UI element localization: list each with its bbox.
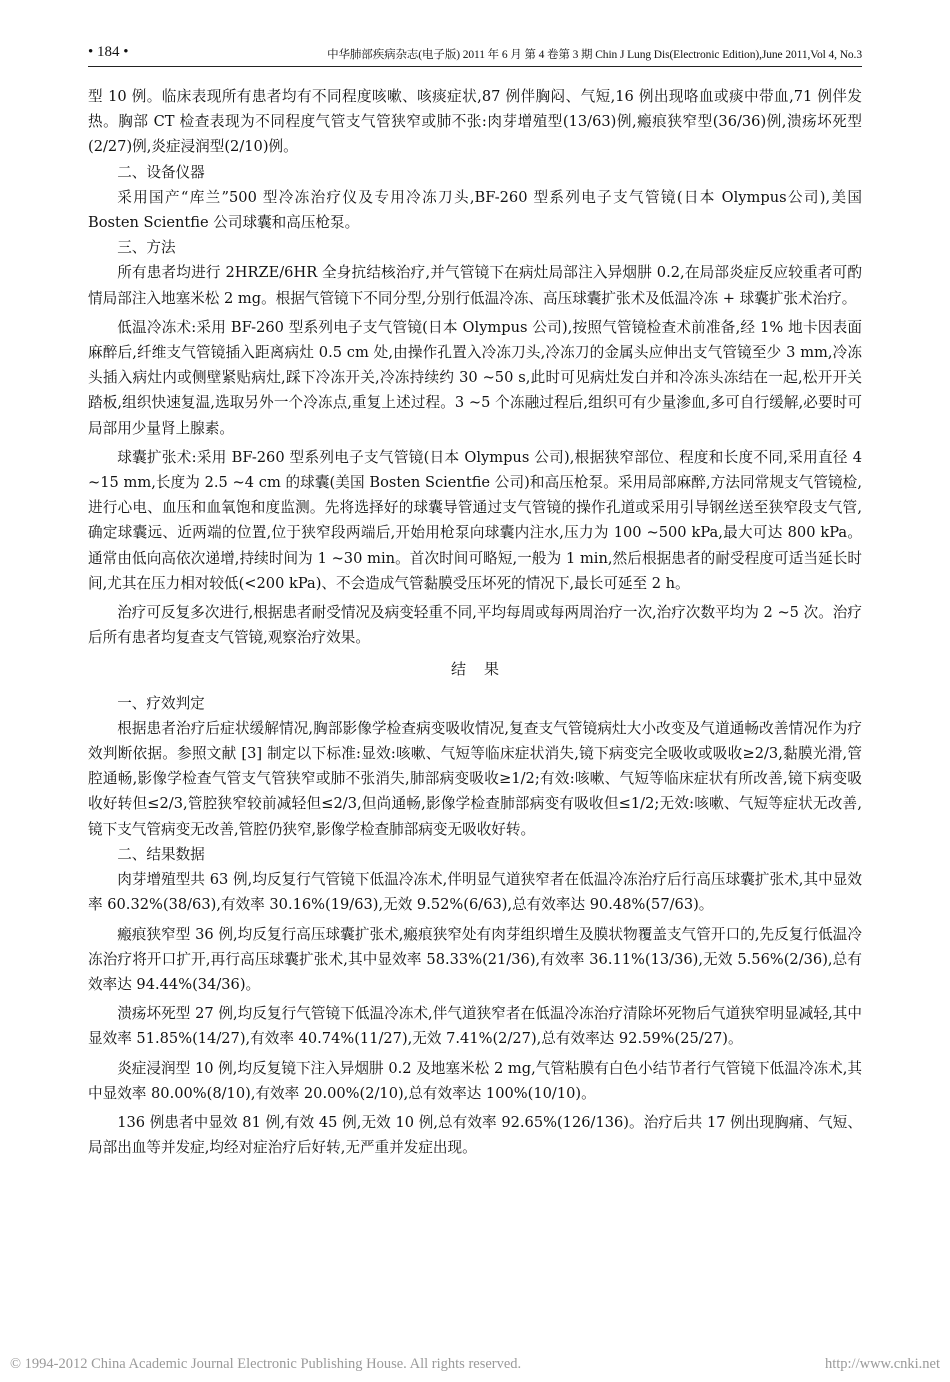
article-body bbox=[88, 84, 862, 1160]
result-granulation-paragraph: 肉芽增殖型共 63 例,均反复行气管镜下低温冷冻术,伴明显气道狭窄者在低温冷冻治疗后行高压球囊扩张术,其中显效率 60.32%(38/63),有效率 30.16%(19/63),无效 9.52%(6/63),总有效率达 90.48%(57/63)。 bbox=[88, 871, 862, 914]
efficacy-criteria-paragraph: 根据患者治疗后症状缓解情况,胸部影像学检查病变吸收情况,复查支气管镜病灶大小改变及气道通畅改善情况作为疗效判断依据。参照文献 [3] 制定以下标准:显效:咳嗽、气短等临床症状消失,镜下病变完全吸收或吸收≥2/3,黏膜光滑,管腔通畅,影像学检查气管支气管狭窄或肺不张消失,肺部病变吸收≥1/2;有效:咳嗽、气短等临床症状有所改善,镜下病变吸收好转但≤2/3,管腔狭窄较前减轻但≤2/3,但尚通畅,影像学检查肺部病变有吸收但≤1/2;无效:咳嗽、气短等症状无改善,镜下支气管病变无改善,管腔仍狭窄,影像学检查肺部病变无吸收好转。 bbox=[88, 719, 862, 838]
methods-paragraph-course: 治疗可反复多次进行,根据患者耐受情况及病变轻重不同,平均每周或每两周治疗一次,治疗次数平均为 2 ~5 次。治疗后所有患者均复查支气管镜,观察治疗效果。 bbox=[88, 604, 862, 647]
section-heading-equipment: 二、设备仪器 bbox=[117, 163, 205, 181]
section-heading-methods: 三、方法 bbox=[117, 239, 176, 257]
page-number: • 184 • bbox=[88, 44, 129, 60]
results-section-title: 结果 bbox=[450, 660, 517, 679]
section-heading-result-data: 二、结果数据 bbox=[117, 845, 205, 863]
methods-paragraph-balloon: 球囊扩张术:采用 BF-260 型系列电子支气管镜(日本 Olympus 公司),根据狭窄部位、程度和长度不同,采用直径 4 ~15 mm,长度为 2.5 ~4 cm 的球囊(美国 Bosten Scientfie 公司)和高压枪泵。采用局部麻醉,方法同常规支气管镜检,进行心电、血压和血氧饱和度监测。先将选择好的球囊导管通过支气管镜的操作孔道或采用引导钢丝送至狭窄段支气管,确定球囊远、近两端的位置,位于狭窄段两端后,开始用枪泵向球囊内注水,压力为 100 ~500 kPa,最大可达 800 kPa。通常由低向高依次递增,持续时间为 1 ~30 min。首次时间可略短,一般为 1 min,然后根据患者的耐受程度可适当延长时间,尤其在压力相对较低(<200 kPa)、不会造成气管黏膜受压坏死的情况下,最长可延至 2 h。 bbox=[88, 448, 862, 592]
copyright-notice: © 1994-2012 China Academic Journal Electronic Publishing House. All rights reserved. bbox=[10, 1356, 522, 1372]
journal-citation: 中华肺部疾病杂志(电子版) 2011 年 6 月 第 4 卷第 3 期 Chin J Lung Dis(Electronic Edition),June 2011,Vol 4, No.3 bbox=[327, 49, 862, 61]
methods-paragraph-cryotherapy: 低温冷冻术:采用 BF-260 型系列电子支气管镜(日本 Olympus 公司),按照气管镜检查术前准备,经 1% 地卡因表面麻醉后,纤维支气管镜插入距离病灶 0.5 cm 处,由操作孔置入冷冻刀头,冷冻刀的金属头应伸出支气管镜至少 3 mm,冷冻头插入病灶内或侧壁紧贴病灶,踩下冷冻开关,冷冻持续约 30 ~50 s,此时可见病灶发白并和冷冻头冻结在一起,松开开关踏板,组织快速复温,选取另外一个冷冻点,重复上述过程。3 ~5 个冻融过程后,组织可有少量渗血,多可自行缓解,必要时可局部用少量肾上腺素。 bbox=[88, 318, 862, 437]
section-heading-efficacy: 一、疗效判定 bbox=[117, 694, 205, 712]
result-ulcer-paragraph: 溃疡坏死型 27 例,均反复行气管镜下低温冷冻术,伴气道狭窄者在低温冷冻治疗清除坏死物后气道狭窄明显减轻,其中显效率 51.85%(14/27),有效率 40.74%(11/27),无效 7.41%(2/27),总有效率达 92.59%(25/27)。 bbox=[88, 1005, 862, 1048]
intro-paragraph: 型 10 例。临床表现所有患者均有不同程度咳嗽、咳痰症状,87 例伴胸闷、气短,16 例出现咯血或痰中带血,71 例伴发热。胸部 CT 检查表现为不同程度气管支气管狭窄或肺不张:肉芽增殖型(13/63)例,瘢痕狭窄型(36/36)例,溃疡坏死型(2/27)例,炎症浸润型(2/10)例。 bbox=[88, 88, 862, 156]
result-scar-paragraph: 瘢痕狭窄型 36 例,均反复行高压球囊扩张术,瘢痕狭窄处有肉芽组织增生及膜状物覆盖支气管开口的,先反复行低温冷冻治疗将开口扩开,再行高压球囊扩张术,其中显效率 58.33%(21/36),有效率 36.11%(13/36),无效 5.56%(2/36),总有效率达 94.44%(34/36)。 bbox=[88, 925, 862, 993]
page-footer bbox=[10, 1356, 940, 1373]
footer-link[interactable]: http://www.cnki.net bbox=[824, 1356, 940, 1372]
methods-paragraph-1: 所有患者均进行 2HRZE/6HR 全身抗结核治疗,并气管镜下在病灶局部注入异烟肼 0.2,在局部炎症反应较重者可酌情局部注入地塞米松 2 mg。根据气管镜下不同分型,分别行低温冷冻、高压球囊扩张术及低温冷冻 + 球囊扩张术治疗。 bbox=[88, 264, 862, 307]
result-summary-paragraph: 136 例患者中显效 81 例,有效 45 例,无效 10 例,总有效率 92.65%(126/136)。治疗后共 17 例出现胸痛、气短、局部出血等并发症,均经对症治疗后好转,无严重并发症出现。 bbox=[88, 1113, 862, 1157]
page-header bbox=[88, 44, 862, 67]
result-inflammation-paragraph: 炎症浸润型 10 例,均反复镜下注入异烟肼 0.2 及地塞米松 2 mg,气管粘膜有白色小结节者行气管镜下低温冷冻术,其中显效率 80.00%(8/10),有效率 20.00%(2/10),总有效率达 100%(10/10)。 bbox=[88, 1059, 862, 1102]
equipment-paragraph: 采用国产“库兰”500 型冷冻治疗仪及专用冷冻刀头,BF-260 型系列电子支气管镜(日本 Olympus公司),美国 Bosten Scientfie 公司球囊和高压枪泵。 bbox=[88, 188, 862, 232]
